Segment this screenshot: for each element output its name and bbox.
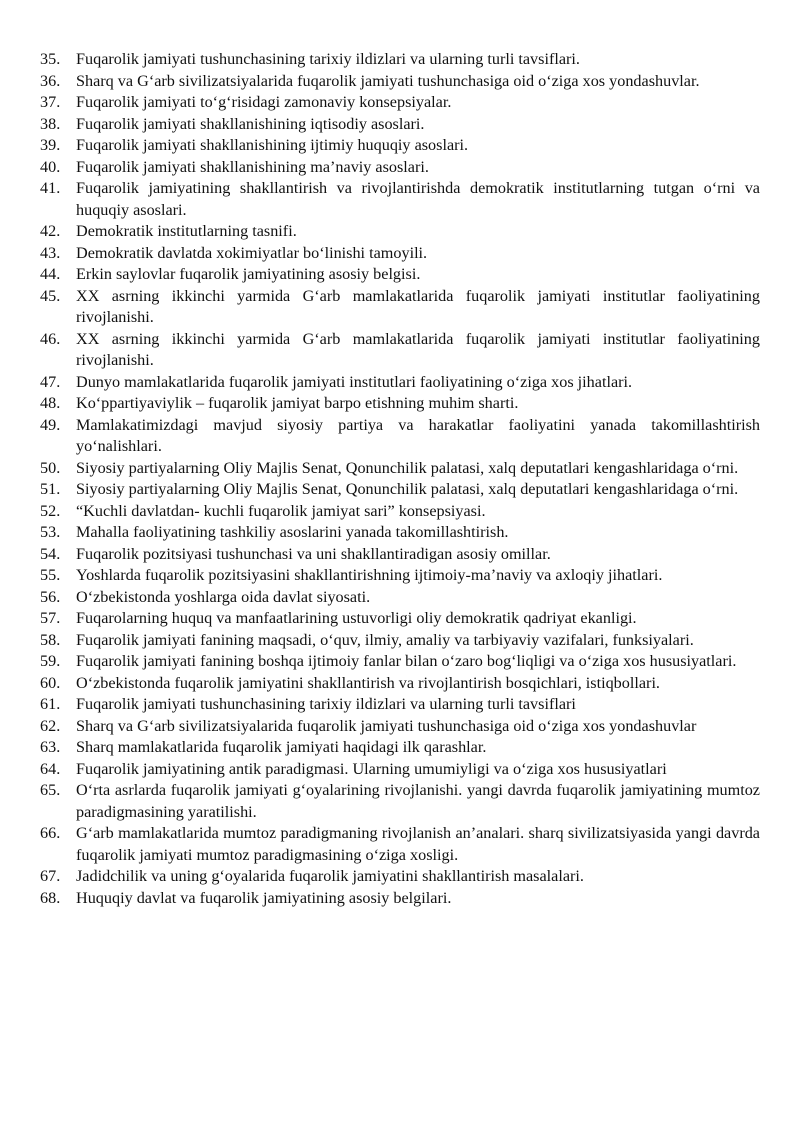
list-item-number: 54. bbox=[40, 544, 61, 563]
list-item-number: 47. bbox=[40, 372, 61, 391]
list-item-number: 63. bbox=[40, 738, 61, 756]
list-item-text: Sharq mamlakatlarida fuqarolik jamiyati haqidagi ilk qarashlar. bbox=[76, 738, 487, 756]
list-item-number: 61. bbox=[40, 695, 61, 713]
list-item-text: Fuqarolik jamiyati tushunchasining tarixiy ildizlari va ularning turli tavsiflari bbox=[76, 695, 576, 713]
list-item bbox=[40, 888, 760, 910]
list-item-text: Fuqarolik jamiyati shakllanishining iqtisodiy asoslari. bbox=[76, 114, 425, 133]
list-item bbox=[40, 393, 760, 415]
list-item-text: “Kuchli davlatdan- kuchli fuqarolik jamiyat sari” konsepsiyasi. bbox=[76, 501, 486, 520]
list-item-number: 68. bbox=[40, 888, 61, 907]
list-item-text: O‘zbekistonda fuqarolik jamiyatini shakllantirish va rivojlantirish bosqichlari, istiqbollari. bbox=[76, 673, 660, 692]
list-item-number: 39. bbox=[40, 136, 61, 154]
list-item-number: 60. bbox=[40, 673, 61, 692]
list-item bbox=[40, 286, 760, 329]
list-item-number: 62. bbox=[40, 716, 61, 735]
list-item-number: 50. bbox=[40, 458, 61, 477]
list-item-text: Dunyo mamlakatlarida fuqarolik jamiyati institutlari faoliyatining o‘ziga xos jihatlari. bbox=[76, 372, 633, 391]
list-item-number: 44. bbox=[40, 265, 61, 283]
list-item-text: Yoshlarda fuqarolik pozitsiyasini shakllantirishning ijtimoiy-ma’naviy va axloqiy jihatlari. bbox=[76, 566, 663, 584]
list-item-text: Fuqarolik jamiyati shakllanishining ma’naviy asoslari. bbox=[76, 157, 429, 176]
list-item-text: Sharq va G‘arb sivilizatsiyalarida fuqarolik jamiyati tushunchasiga oid o‘ziga xos yondashuvlar bbox=[76, 716, 697, 735]
list-item bbox=[40, 630, 760, 652]
list-item-text: XX asrning ikkinchi yarmida G‘arb mamlakatlarida fuqarolik jamiyati institutlar faoliyatining rivojlanishi. bbox=[76, 329, 760, 369]
list-item bbox=[40, 544, 760, 566]
list-item-text: Fuqarolik jamiyatining shakllantirish va rivojlantirishda demokratik institutlarning tutgan o‘rni va huquqiy asoslari. bbox=[76, 179, 760, 219]
list-item-text: Fuqarolik jamiyati to‘g‘risidagi zamonaviy konsepsiyalar. bbox=[76, 93, 452, 111]
list-item-text: O‘rta asrlarda fuqarolik jamiyati g‘oyalarining rivojlanishi. yangi davrda fuqarolik jamiyatining mumtoz paradigmasining yaratilishi. bbox=[76, 781, 760, 821]
list-item-number: 64. bbox=[40, 759, 61, 778]
list-item-number: 48. bbox=[40, 394, 61, 412]
list-item bbox=[40, 694, 760, 716]
list-item-text: Demokratik institutlarning tasnifi. bbox=[76, 222, 297, 240]
list-item bbox=[40, 479, 760, 501]
list-item-number: 53. bbox=[40, 523, 61, 541]
list-item-text: G‘arb mamlakatlarida mumtoz paradigmaning rivojlanish an’analari. sharq sivilizatsiyasida yangi davrda fuqarolik jamiyati mumtoz paradigmasining o‘ziga xosligi. bbox=[76, 824, 760, 864]
list-item-text: Fuqarolik jamiyati shakllanishining ijtimiy huquqiy asoslari. bbox=[76, 136, 469, 154]
list-item bbox=[40, 114, 760, 136]
list-item-number: 35. bbox=[40, 50, 61, 68]
list-item-text: Sharq va G‘arb sivilizatsiyalarida fuqarolik jamiyati tushunchasiga oid o‘ziga xos yondashuvlar. bbox=[76, 71, 700, 90]
list-item-number: 65. bbox=[40, 781, 61, 799]
list-item bbox=[40, 737, 760, 759]
list-item-number: 58. bbox=[40, 630, 61, 649]
list-item-text: Fuqarolik jamiyati tushunchasining tarixiy ildizlari va ularning turli tavsiflari. bbox=[76, 50, 580, 68]
list-item-number: 56. bbox=[40, 587, 61, 606]
list-item bbox=[40, 458, 760, 480]
list-item-number: 49. bbox=[40, 415, 61, 434]
list-item bbox=[40, 135, 760, 157]
list-item-text: Huquqiy davlat va fuqarolik jamiyatining asosiy belgilari. bbox=[76, 888, 452, 907]
list-item-number: 40. bbox=[40, 157, 61, 176]
list-item-number: 46. bbox=[40, 329, 61, 348]
list-item bbox=[40, 651, 760, 673]
list-item bbox=[40, 608, 760, 630]
list-item-text: Mamlakatimizdagi mavjud siyosiy partiya va harakatlar faoliyatini yanada takomillashtirish yo‘nalishlari. bbox=[76, 415, 760, 455]
list-item bbox=[40, 780, 760, 823]
list-item bbox=[40, 221, 760, 243]
list-item bbox=[40, 501, 760, 523]
list-item bbox=[40, 565, 760, 587]
list-item-number: 51. bbox=[40, 480, 61, 498]
list-item-text: XX asrning ikkinchi yarmida G‘arb mamlakatlarida fuqarolik jamiyati institutlar faoliyatining rivojlanishi. bbox=[76, 286, 760, 326]
list-item bbox=[40, 716, 760, 738]
list-item-text: Demokratik davlatda xokimiyatlar bo‘linishi tamoyili. bbox=[76, 243, 428, 262]
list-item bbox=[40, 522, 760, 544]
list-item-number: 67. bbox=[40, 867, 61, 885]
list-item-number: 36. bbox=[40, 71, 61, 90]
list-item-number: 43. bbox=[40, 243, 61, 262]
list-item-text: Siyosiy partiyalarning Oliy Majlis Senat, Qonunchilik palatasi, xalq deputatlari kengashlaridaga o‘rni. bbox=[76, 480, 739, 498]
list-item-text: Mahalla faoliyatining tashkiliy asoslarini yanada takomillashtirish. bbox=[76, 523, 509, 541]
list-item-number: 42. bbox=[40, 222, 61, 240]
list-item-number: 66. bbox=[40, 824, 61, 842]
list-item bbox=[40, 587, 760, 609]
list-item bbox=[40, 71, 760, 93]
list-item-text: Fuqarolik pozitsiyasi tushunchasi va uni shakllantiradigan asosiy omillar. bbox=[76, 544, 551, 563]
list-item-text: Erkin saylovlar fuqarolik jamiyatining asosiy belgisi. bbox=[76, 265, 421, 283]
list-item bbox=[40, 759, 760, 781]
list-item-number: 55. bbox=[40, 566, 61, 584]
list-item-text: Jadidchilik va uning g‘oyalarida fuqarolik jamiyatini shakllantirish masalalari. bbox=[76, 867, 584, 885]
list-item-text: Fuqarolik jamiyati fanining boshqa ijtimoiy fanlar bilan o‘zaro bog‘liqligi va o‘ziga xos hususiyatlari. bbox=[76, 652, 737, 670]
list-item bbox=[40, 243, 760, 265]
list-item bbox=[40, 157, 760, 179]
list-item-number: 37. bbox=[40, 93, 61, 111]
list-item-text: Ko‘ppartiyaviylik – fuqarolik jamiyat barpo etishning muhim sharti. bbox=[76, 394, 519, 412]
question-list bbox=[40, 49, 760, 909]
list-item bbox=[40, 823, 760, 866]
list-item-text: O‘zbekistonda yoshlarga oida davlat siyosati. bbox=[76, 587, 371, 606]
list-item-number: 52. bbox=[40, 501, 61, 520]
list-item-number: 38. bbox=[40, 114, 61, 133]
list-item bbox=[40, 673, 760, 695]
list-item-text: Siyosiy partiyalarning Oliy Majlis Senat, Qonunchilik palatasi, xalq deputatlari kengashlaridaga o‘rni. bbox=[76, 458, 739, 477]
list-item bbox=[40, 866, 760, 888]
list-item bbox=[40, 92, 760, 114]
list-item bbox=[40, 415, 760, 458]
list-item bbox=[40, 264, 760, 286]
list-item-text: Fuqarolik jamiyatining antik paradigmasi. Ularning umumiyligi va o‘ziga xos hususiyatlari bbox=[76, 759, 667, 778]
list-item bbox=[40, 178, 760, 221]
list-item-text: Fuqarolarning huquq va manfaatlarining ustuvorligi oliy demokratik qadriyat ekanligi. bbox=[76, 609, 637, 627]
list-item bbox=[40, 372, 760, 394]
list-item-number: 57. bbox=[40, 609, 61, 627]
list-item bbox=[40, 329, 760, 372]
list-item-number: 45. bbox=[40, 286, 61, 305]
list-item-text: Fuqarolik jamiyati fanining maqsadi, o‘quv, ilmiy, amaliy va tarbiyaviy vazifalari, funksiyalari. bbox=[76, 630, 694, 649]
list-item-number: 41. bbox=[40, 179, 61, 197]
list-item bbox=[40, 49, 760, 71]
list-item-number: 59. bbox=[40, 652, 61, 670]
